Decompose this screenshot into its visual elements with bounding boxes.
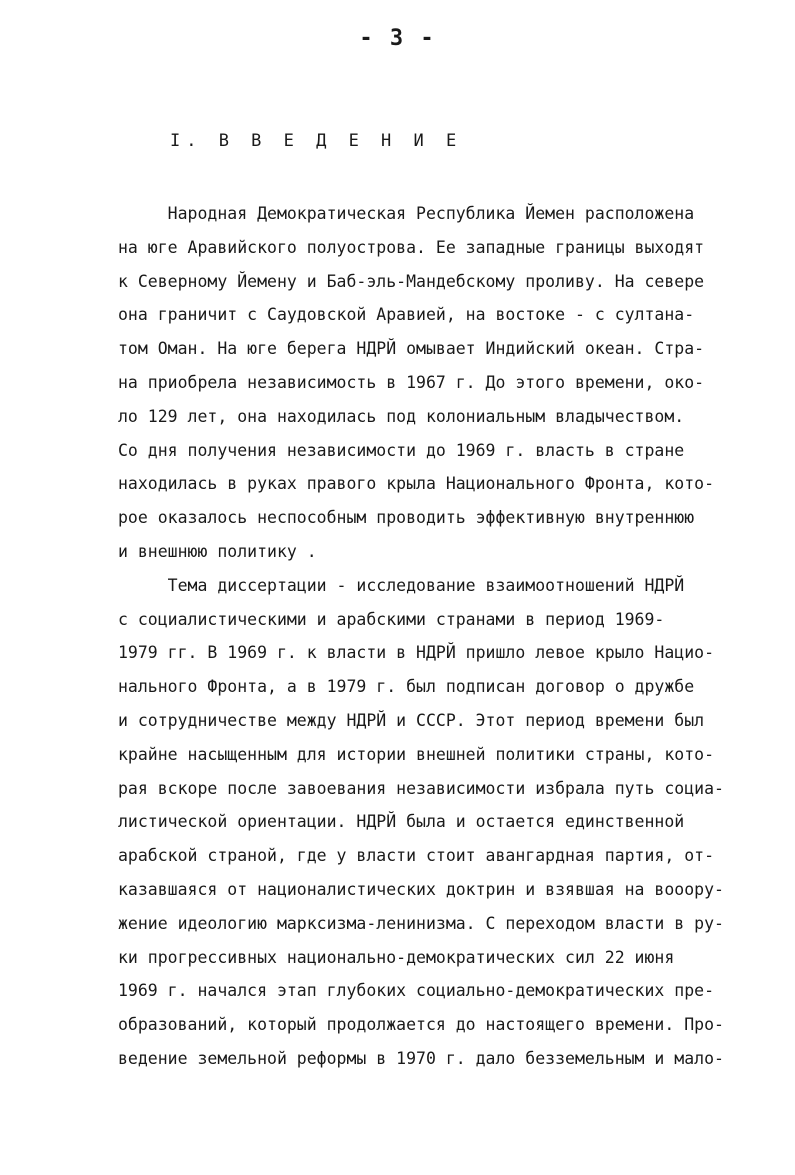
text-line: ведение земельной реформы в 1970 г. дало безземельным и мало- [118, 1048, 724, 1068]
page-number: - 3 - [359, 26, 436, 51]
text-line: ло 129 лет, она находилась под колониальным владычеством. [118, 406, 685, 426]
text-line: 1969 г. начался этап глубоких социально-демократических пре- [118, 981, 715, 1001]
text-line: Народная Демократическая Республика Йемен расположена [118, 204, 695, 223]
text-line: крайне насыщенным для истории внешней политики страны, кото- [118, 744, 715, 764]
text-line: на юге Аравийского полуострова. Ее западные границы выходят [118, 237, 705, 257]
text-line: с социалистическими и арабскими странами в период 1969- [118, 609, 665, 629]
text-line: арабской страной, где у власти стоит авангардная партия, от- [118, 846, 715, 866]
text-line: ки прогрессивных национально-демократических сил 22 июня [118, 947, 675, 967]
text-line: на приобрела независимость в 1967 г. До этого времени, око- [118, 372, 705, 392]
text-line: и сотрудничестве между НДРЙ и СССР. Этот период времени был [118, 710, 705, 730]
text-line: и внешнюю политику . [118, 541, 317, 561]
text-line: нального Фронта, а в 1979 г. был подписан договор о дружбе [118, 677, 695, 697]
text-line: Со дня получения независимости до 1969 г. власть в стране [118, 440, 685, 460]
text-line: листической ориентации. НДРЙ была и остается единственной [118, 812, 685, 832]
body-text [118, 197, 768, 1076]
text-line: рая вскоре после завоевания независимости избрала путь социа- [118, 778, 724, 798]
text-line: 1979 гг. В 1969 г. к власти в НДРЙ пришло левое крыло Нацио- [118, 643, 715, 663]
section-heading: I. В В Е Д Е Н И Е [170, 131, 463, 151]
text-line: находилась в руках правого крыла Национального Фронта, кото- [118, 474, 715, 494]
text-line: Тема диссертации - исследование взаимоотношений НДРЙ [118, 575, 685, 595]
text-line: она граничит с Саудовской Аравией, на востоке - с султана- [118, 305, 695, 325]
text-line: образований, который продолжается до настоящего времени. Про- [118, 1015, 724, 1035]
text-line: том Оман. На юге берега НДРЙ омывает Индийский океан. Стра- [118, 339, 705, 359]
text-line: рое оказалось неспособным проводить эффективную внутреннюю [118, 508, 695, 528]
text-line: к Северному Йемену и Баб-эль-Мандебскому проливу. На севере [118, 271, 705, 291]
text-line: казавшаяся от националистических доктрин и взявшая на вооору- [118, 879, 724, 899]
text-line: жение идеологию марксизма-ленинизма. С переходом власти в ру- [118, 913, 724, 933]
